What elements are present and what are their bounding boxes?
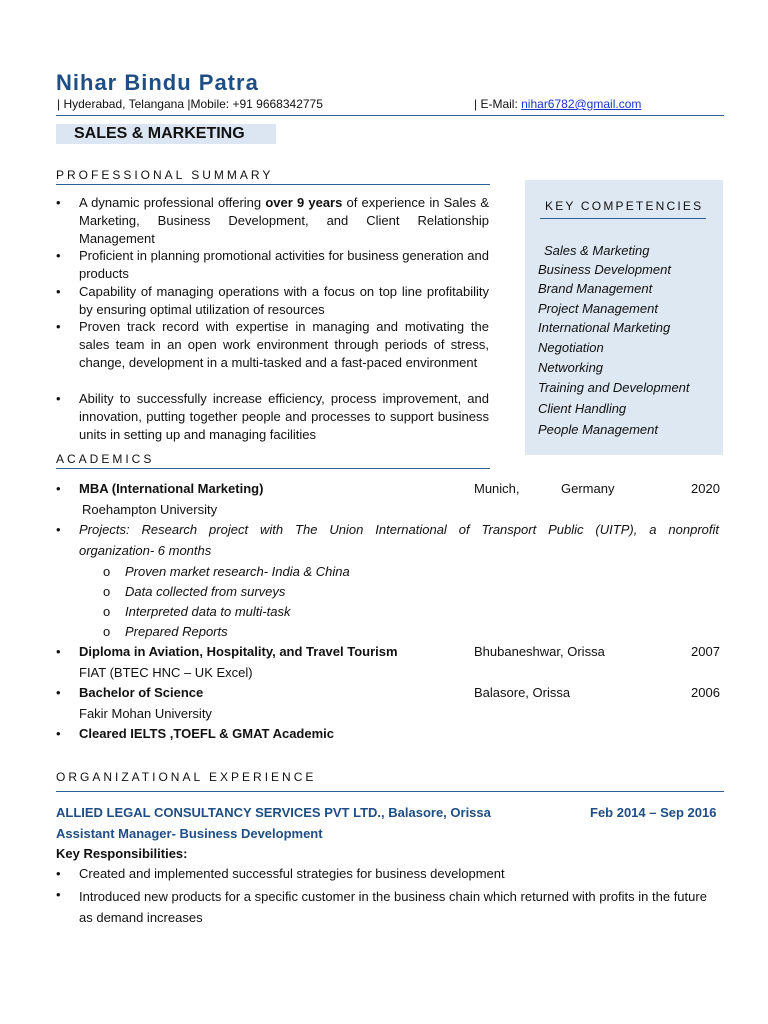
competency-item: Project Management <box>538 301 658 316</box>
mba-country: Germany <box>561 481 615 496</box>
summary-bullet-2: Proficient in planning promotional activities for business generation and products <box>79 248 489 281</box>
summary-rule <box>56 184 490 185</box>
employment-dates: Feb 2014 – Sep 2016 <box>590 805 717 820</box>
key-competencies-heading: KEY COMPETENCIES <box>545 199 704 213</box>
competency-item: Training and Development <box>538 380 690 395</box>
bullet-glyph: • <box>56 248 61 263</box>
mba-city: Munich, <box>474 481 520 496</box>
competency-item: Sales & Marketing <box>544 243 650 258</box>
project-subitem: Interpreted data to multi-task <box>125 604 291 619</box>
bullet-glyph: • <box>56 481 61 496</box>
project-subitem: Prepared Reports <box>125 624 228 639</box>
project-line-2: organization- 6 months <box>79 543 212 558</box>
sub-bullet-glyph: o <box>103 624 111 639</box>
sub-bullet-glyph: o <box>103 604 111 619</box>
email-link[interactable]: nihar6782@gmail.com <box>521 97 642 111</box>
experience-highlight: over 9 years <box>265 195 343 210</box>
bullet-glyph: • <box>56 866 61 881</box>
bsc-year: 2006 <box>691 685 720 700</box>
academics-heading: ACADEMICS <box>56 452 155 466</box>
bsc-degree: Bachelor of Science <box>79 685 204 700</box>
project-line-1: Projects: Research project with The Union International of Transport Public (UITP), a nonprofit <box>79 522 719 537</box>
email-label: | E-Mail: <box>474 97 522 111</box>
bullet-glyph: • <box>56 726 61 741</box>
mba-school: Roehampton University <box>82 502 218 517</box>
responsibility-item: Created and implemented successful strategies for business development <box>79 866 505 881</box>
competency-item: Business Development <box>538 262 671 277</box>
project-subitem: Proven market research- India & China <box>125 564 350 579</box>
competency-item: International Marketing <box>538 320 671 335</box>
bullet-glyph: • <box>56 685 61 700</box>
competency-item: Negotiation <box>538 340 604 355</box>
contact-line: | Hyderabad, Telangana |Mobile: +91 9668342775 <box>57 97 323 111</box>
summary-bullet-4: Proven track record with expertise in managing and motivating the sales team in an open work environment through periods of stress, change, development in a multi-tasked and a fast-paced environment <box>79 319 489 370</box>
bullet-glyph: • <box>56 391 61 406</box>
academics-rule <box>56 468 490 469</box>
diploma-school: FIAT (BTEC HNC – UK Excel) <box>79 665 253 680</box>
bullet-glyph: • <box>56 284 61 299</box>
mba-year: 2020 <box>691 481 720 496</box>
mba-degree: MBA (International Marketing) <box>79 481 264 496</box>
responsibilities-label: Key Responsibilities: <box>56 846 188 861</box>
diploma-place: Bhubaneshwar, Orissa <box>474 644 605 659</box>
diploma-year: 2007 <box>691 644 720 659</box>
job-role: Assistant Manager- Business Development <box>56 826 323 841</box>
summary-bullet-1: A dynamic professional offering over 9 years of experience in Sales & Marketing, Business Development, and Client Relationship Management <box>79 195 489 246</box>
summary-bullet-5: Ability to successfully increase efficiency, process improvement, and innovation, putting together people and processes to support business units in setting up and managing facilities <box>79 391 489 442</box>
competency-item: People Management <box>538 422 658 437</box>
experience-heading: ORGANIZATIONAL EXPERIENCE <box>56 770 317 784</box>
candidate-name: Nihar Bindu Patra <box>56 70 259 95</box>
project-subitem: Data collected from surveys <box>125 584 286 599</box>
bullet-glyph: • <box>56 644 61 659</box>
company-name: ALLIED LEGAL CONSULTANCY SERVICES PVT LTD., Balasore, Orissa <box>56 805 491 820</box>
summary-heading: PROFESSIONAL SUMMARY <box>56 168 274 182</box>
email-line <box>474 97 641 111</box>
tests-cleared: Cleared IELTS ,TOEFL & GMAT Academic <box>79 726 334 741</box>
bsc-place: Balasore, Orissa <box>474 685 571 700</box>
bullet-glyph: • <box>56 195 61 210</box>
bullet-glyph: • <box>56 319 61 334</box>
bullet-glyph: • <box>56 522 61 537</box>
experience-rule <box>56 791 724 792</box>
sub-bullet-glyph: o <box>103 584 111 599</box>
competency-item: Networking <box>538 360 604 375</box>
summary-bullet-3: Capability of managing operations with a focus on top line profitability by ensuring optimal utilization of resources <box>79 284 489 317</box>
bullet-glyph: • <box>56 887 61 902</box>
bsc-school: Fakir Mohan University <box>79 706 212 721</box>
diploma-degree: Diploma in Aviation, Hospitality, and Travel Tourism <box>79 644 398 659</box>
sub-bullet-glyph: o <box>103 564 111 579</box>
sales-marketing-banner <box>56 124 276 144</box>
header-rule <box>56 115 724 116</box>
key-competencies-rule <box>540 218 706 219</box>
banner-title: SALES & MARKETING <box>74 125 245 142</box>
competency-item: Brand Management <box>538 281 653 296</box>
responsibility-item: Introduced new products for a specific customer in the business chain which returned with profits in the future as demand increases <box>79 889 707 925</box>
competency-item: Client Handling <box>538 401 627 416</box>
